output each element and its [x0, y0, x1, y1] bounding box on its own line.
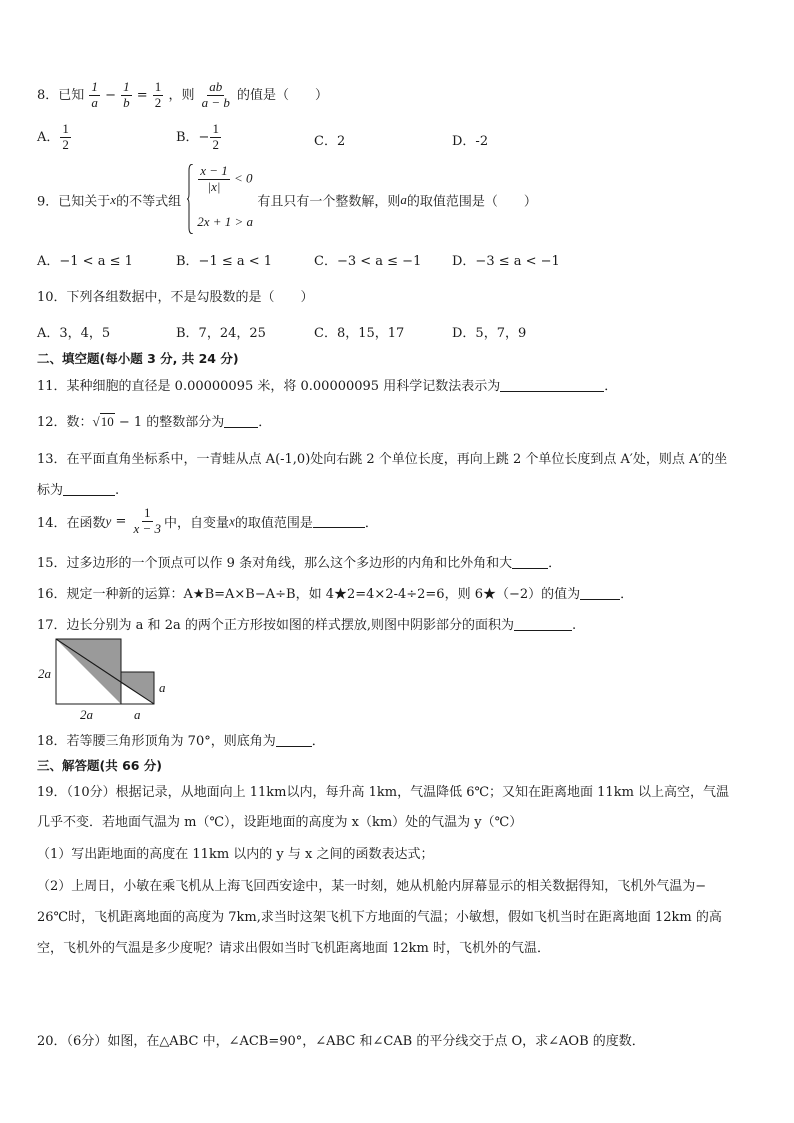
question-11: 11．某种细胞的直径是 0.00000095 米，将 0.00000095 用科学记数法表示为 ． — [37, 379, 618, 394]
question-10: 10．下列各组数据中，不是勾股数的是（ ） — [37, 290, 314, 305]
q10-option-c: C．8，15，17 — [314, 326, 405, 341]
q8-option-d: D．-2 — [452, 134, 489, 149]
squares-figure — [36, 636, 176, 722]
section-3-heading: 三、解答题(共 66 分) — [37, 758, 163, 773]
question-8: 8．已知 $\frac{1}{a}$ − $\frac{1}{b}$ = $\frac{1}{2}$ ，则 $\frac{ab}{a - b}$ 的值是（ ） — [37, 79, 329, 110]
q10-option-d: D．5，7，9 — [452, 326, 527, 341]
answer-blank[interactable] — [512, 556, 548, 569]
question-17: 17．边长分别为 a 和 2a 的两个正方形按如图的样式摆放,则图中阴影部分的面积为 . — [37, 618, 577, 633]
q9-option-d: D．−3 ≤ a < −1 — [452, 254, 560, 269]
q9-option-b: B．−1 ≤ a < 1 — [176, 254, 273, 269]
q8-lead: 8．已知 — [37, 87, 85, 103]
question-19-line-2: 几乎不变．若地面气温为 m（℃），设距地面的高度为 x（km）处的气温为 y（℃） — [37, 815, 523, 830]
inequality-system: $\frac{x - 1}{|x|}$ < 0 2x + 1 > a — [187, 164, 251, 236]
label-bottom-left: 2a — [80, 707, 93, 722]
q9-option-c: C．−3 < a ≤ −1 — [314, 254, 422, 269]
q8-option-b: B．− $\frac{1}{2}$ — [176, 121, 219, 152]
two-squares-diagram — [36, 636, 176, 722]
question-9: 9．已知关于x的不等式组 $\frac{x - 1}{|x|}$ < 0 2x + 1 > a 有且只有一个整数解，则a的取值范围是（ ） — [37, 164, 758, 236]
question-19-part-1: （1）写出距地面的高度在 11km 以内的 y 与 x 之间的函数表达式； — [37, 847, 434, 862]
q8-fraction-3: $\frac{1}{2}$ — [154, 79, 162, 110]
question-16: 16．规定一种新的运算：A★B=A×B−A÷B，如 4★2=4×2-4÷2=6，则 6★（−2）的值为 ． — [37, 587, 634, 602]
answer-blank[interactable] — [224, 415, 258, 428]
label-bottom-right: a — [134, 707, 141, 722]
answer-blank[interactable] — [514, 618, 572, 631]
answer-blank[interactable] — [580, 587, 620, 600]
question-13-line-1: 13．在平面直角坐标系中，一青蛙从点 A(-1,0)处向右跳 2 个单位长度，再向上跳 2 个单位长度到点 A′处，则点 A′的坐 — [37, 452, 728, 467]
answer-blank[interactable] — [276, 734, 312, 747]
question-20: 20．（6分）如图，在△ABC 中，∠ACB=90°，∠ABC 和∠CAB 的平分线交于点 O，求∠AOB 的度数． — [37, 1034, 645, 1049]
question-12: 12．数：√10 − 1 的整数部分为 ． — [37, 414, 272, 430]
q8-fraction-2: $\frac{1}{b}$ — [123, 79, 130, 110]
question-19-part-2-line-2: 26℃时，飞机距离地面的高度为 7km,求当时这架飞机下方地面的气温；小敏想，假如飞机当时在距离地面 12km 的高 — [37, 910, 722, 925]
sqrt-expression: √10 — [92, 414, 114, 429]
label-left: 2a — [38, 666, 51, 681]
q8-fraction-1: $\frac{1}{a}$ — [91, 79, 98, 110]
answer-blank[interactable] — [63, 483, 115, 496]
question-19-line-1: 19．（10分）根据记录，从地面向上 11km以内，每升高 1km，气温降低 6℃；又知在距离地面 11km 以上高空，气温 — [37, 785, 730, 800]
label-right: a — [159, 680, 166, 695]
q14-fraction: $\frac{1}{x - 3}$ — [133, 505, 162, 536]
q8-option-c: C．2 — [314, 134, 346, 149]
answer-blank[interactable] — [313, 515, 365, 528]
q8-fraction-4: $\frac{ab}{a - b}$ — [201, 79, 230, 110]
question-15: 15．过多边形的一个顶点可以作 9 条对角线，那么这个多边形的内角和比外角和大 ． — [37, 556, 562, 571]
q9-option-a: A．−1 < a ≤ 1 — [37, 254, 133, 269]
q8-option-a: A． $\frac{1}{2}$ — [37, 121, 69, 152]
question-18: 18．若等腰三角形顶角为 70°，则底角为 ． — [37, 734, 325, 749]
q10-option-b: B．7，24，25 — [176, 326, 266, 341]
question-14: 14．在函数y = $\frac{1}{x - 3}$ 中，自变量x的取值范围是 ． — [37, 505, 378, 536]
q10-option-a: A．3，4，5 — [37, 326, 111, 341]
answer-blank[interactable] — [500, 379, 604, 392]
section-2-heading: 二、填空题(每小题 3 分, 共 24 分) — [37, 351, 239, 366]
question-19-part-2-line-1: （2）上周日，小敏在乘飞机从上海飞回西安途中，某一时刻，她从机舱内屏幕显示的相关数据得知，飞机外气温为− — [37, 879, 707, 894]
question-13-line-2: 标为 . — [37, 483, 120, 498]
question-19-part-2-line-3: 空，飞机外的气温是多少度呢？请求出假如当时飞机距离地面 12km 时，飞机外的气温． — [37, 941, 551, 956]
brace-icon — [187, 164, 193, 234]
